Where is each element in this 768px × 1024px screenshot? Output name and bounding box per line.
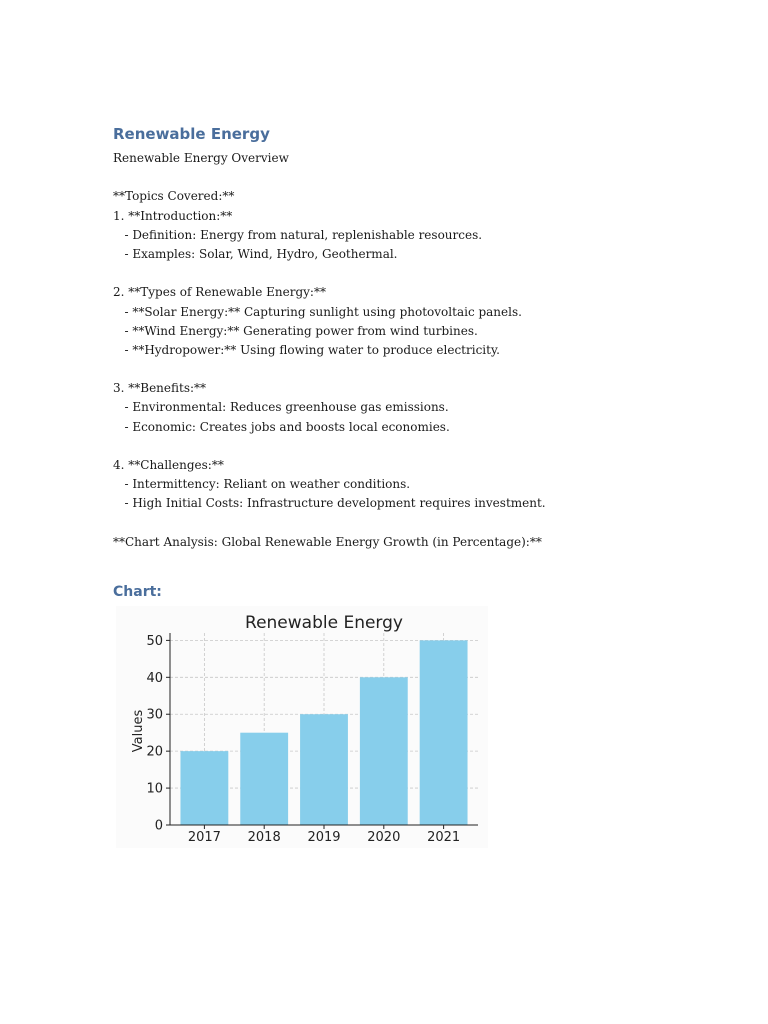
x-tick-label: 2021 [427,830,461,845]
y-tick-label: 50 [146,633,163,649]
text-line: 3. **Benefits:** [113,381,207,396]
document-body [113,149,713,552]
x-tick-label: 2020 [367,830,401,845]
bar-2019 [300,714,348,825]
text-line: 1. **Introduction:** [113,208,233,223]
text-line: - **Wind Energy:** Generating power from wind turbines. [113,323,478,338]
text-line: - Examples: Solar, Wind, Hydro, Geothermal. [113,246,398,261]
y-tick-label: 30 [146,707,163,723]
text-line: - High Initial Costs: Infrastructure development requires investment. [113,496,546,511]
chart-title: Renewable Energy [245,613,403,633]
text-line: - Environmental: Reduces greenhouse gas emissions. [113,400,449,415]
chart-heading: Chart: [113,584,162,600]
x-tick-label: 2019 [307,830,341,845]
bar-2017 [180,751,228,825]
text-line: Renewable Energy Overview [113,151,289,165]
text-line: **Topics Covered:** [113,189,235,204]
bar-2020 [360,677,408,825]
document-title: Renewable Energy [113,125,270,143]
blank-line [113,437,713,456]
text-line: 2. **Types of Renewable Energy:** [113,285,326,300]
x-tick-label: 2018 [247,830,281,845]
text-line: - Economic: Creates jobs and boosts local economies. [113,419,450,434]
bar-chart [116,606,488,848]
y-axis-label: Values [131,709,146,753]
text-line: - Definition: Energy from natural, replenishable resources. [113,227,483,242]
y-tick-label: 0 [154,818,163,834]
blank-line [113,264,713,283]
y-tick-label: 20 [146,744,163,760]
bar-2018 [240,733,288,825]
y-tick-label: 40 [146,670,163,686]
blank-line [113,360,713,379]
blank-line [113,168,713,187]
text-line: - Intermittency: Reliant on weather conditions. [113,477,411,492]
text-line: 4. **Challenges:** [113,458,224,472]
x-tick-label: 2017 [187,830,221,845]
y-tick-label: 10 [146,781,163,797]
text-line: - **Hydropower:** Using flowing water to produce electricity. [113,342,500,357]
blank-line [113,514,713,533]
text-line: - **Solar Energy:** Capturing sunlight using photovoltaic panels. [113,304,522,319]
text-line: **Chart Analysis: Global Renewable Energy Growth (in Percentage):** [113,534,542,549]
chart-figure [116,606,488,848]
bar-2021 [420,640,468,825]
